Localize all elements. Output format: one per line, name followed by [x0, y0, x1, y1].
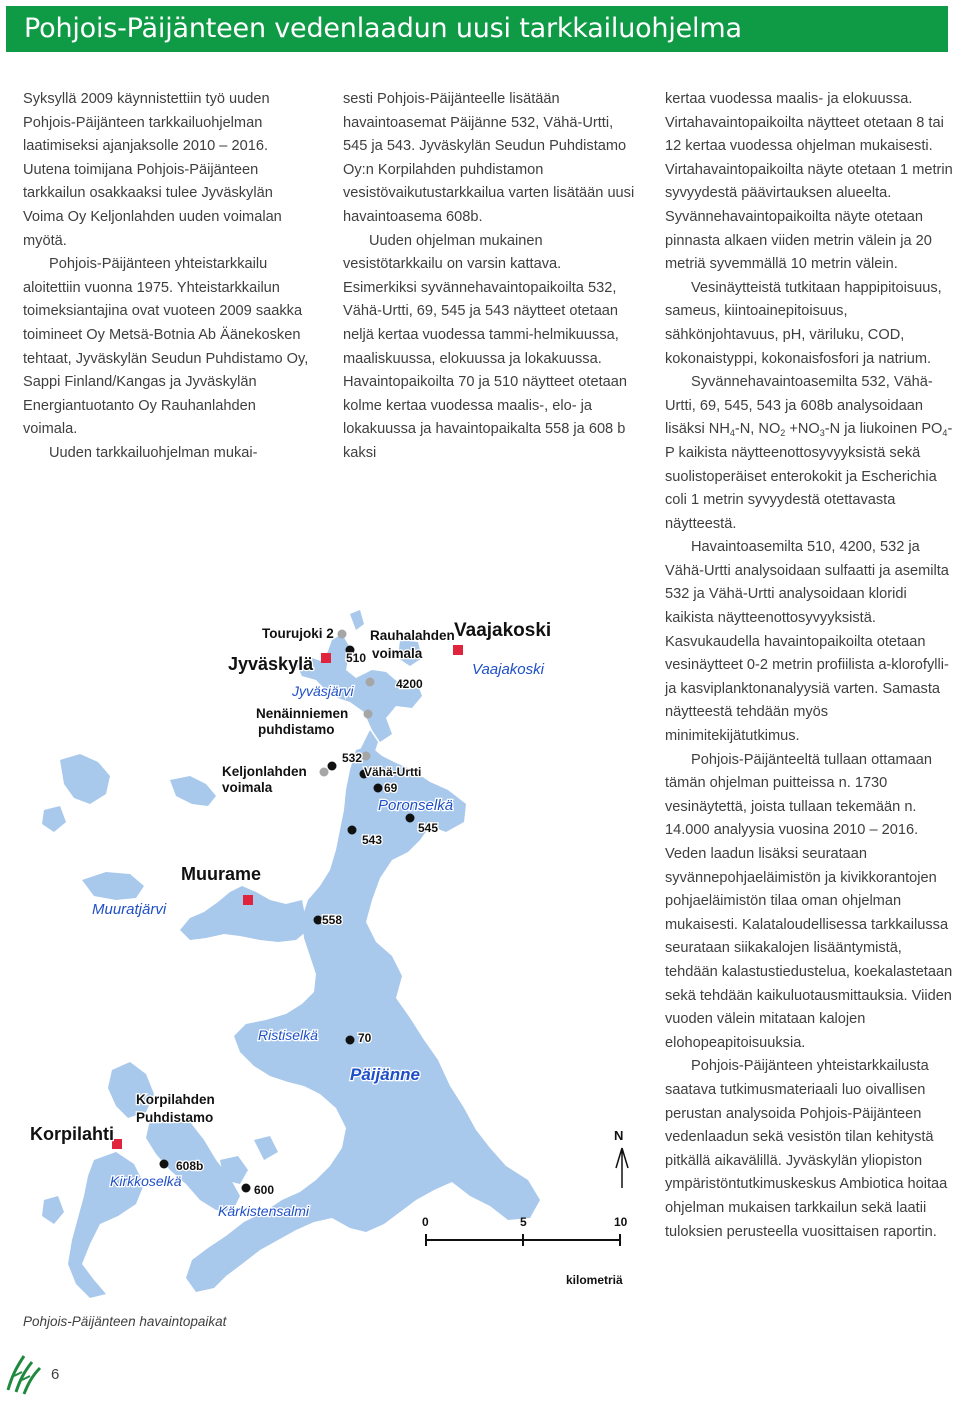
- north-arrow-icon: [616, 1148, 628, 1188]
- text-run: -N, NO: [734, 421, 781, 438]
- place-label: puhdistamo: [258, 722, 335, 737]
- station-marker: [346, 1036, 355, 1045]
- text-column-2: [343, 88, 638, 466]
- text-column-1: [23, 88, 313, 466]
- paragraph: Uuden tarkkailuohjelman mukai-: [49, 444, 258, 461]
- lake-label: Päijänne: [350, 1065, 420, 1084]
- lake-label: Jyväsjärvi: [292, 683, 354, 699]
- place-label: Rauhalahden: [370, 628, 455, 643]
- scale-tick-label: 5: [520, 1215, 527, 1229]
- text-column-3: [665, 88, 957, 1244]
- station-marker-gray: [366, 678, 375, 687]
- text-run: -P kaikista näytteenottosyvyyksistä sekä suolistoperäiset enterokokit ja Escherichia coli 1 metrin syvyydestä otettavasta näytteestä.: [665, 421, 953, 532]
- paragraph: sesti Pohjois-Päijänteelle lisätään havaintoasemat Päijänne 532, Vähä-Urtti, 545 ja 543. Jyväskylän Seudun Puhdistamo Oy:n Korpilahden puhdistamon vesistövaikutustarkkailua varten lisätään uusi havaintoasema 608b.: [343, 91, 635, 225]
- city-label: Korpilahti: [30, 1124, 114, 1144]
- station-label: 69: [384, 781, 398, 795]
- lake-map: [20, 600, 640, 1300]
- paragraph: kertaa vuodessa maalis- ja elokuussa. Virtahavaintopaikoilta näytteet otetaan 8 tai 12 kertaa vuodessa ohjelman mukaisesti.: [665, 91, 944, 155]
- station-label: 608b: [176, 1159, 204, 1173]
- text-run: Syvännehavaintoasemilta 532, Vähä-Urtti, 69, 545, 543 ja 608b analysoidaan lisäksi NH: [665, 374, 933, 438]
- station-marker: [348, 826, 357, 835]
- place-label: Tourujoki 2: [262, 626, 334, 641]
- scale-tick-label: 10: [614, 1215, 628, 1229]
- paragraph: Pohjois-Päijänteen yhteistarkkailu aloitettiin vuonna 1975. Yhteistarkkailun toimeksiantajina ovat vuoteen 2009 saakka toimineet Oy Metsä-Botnia Ab Äänekosken tehtaat, Jyväskylän Seudun Puhdistamo Oy, Sappi Finland/Kangas ja Jyväskylän Energiantuotanto Oy Rauhanlahden voimala.: [23, 256, 309, 438]
- place-label: Korpilahden: [136, 1092, 215, 1107]
- place-label: Puhdistamo: [136, 1110, 214, 1125]
- station-label: Vähä-Urtti: [364, 765, 422, 779]
- subscript: 2: [780, 428, 786, 439]
- station-label: 543: [362, 833, 383, 847]
- station-marker-gray: [364, 710, 373, 719]
- scale-bar: [426, 1234, 620, 1246]
- scale-tick-label: 0: [422, 1215, 429, 1229]
- paragraph: Syksyllä 2009 käynnistettiin työ uuden Pohjois-Päijänteen tarkkailuohjelman laatimiseksi ajanjaksolle 2010 – 2016. Uutena toimijana Pohjois-Päijänteen tarkkailun osakkaaksi tulee Jyväskylän Voima Oy Keljonlahden uuden voimalan myötä.: [23, 91, 282, 249]
- paragraph: Pohjois-Päijänteen yhteistarkkailusta saatava tutkimusmateriaali luo oivallisen perustan analysoida Pohjois-Päijänteen vedenlaadun sekä vesistön tilan kehitystä pitkällä aikavälillä. Jyväskylän yliopiston ympäristöntutkimuskeskus Ambiotica hoitaa ohjelman mukaisen tarkkailun sekä laatii tuloksien perusteella vuosittaisen raportin.: [665, 1058, 948, 1240]
- page-title: Pohjois-Päijänteen vedenlaadun uusi tarkkailuohjelma: [24, 13, 742, 44]
- station-marker: [160, 1160, 169, 1169]
- paragraph-analyses: [665, 371, 957, 536]
- map-caption: Pohjois-Päijänteen havaintopaikat: [23, 1314, 227, 1329]
- text-run: -N ja liukoinen PO: [824, 421, 943, 438]
- station-label: 4200: [396, 677, 423, 691]
- station-marker: [328, 762, 337, 771]
- lake-label: Poronselkä: [378, 797, 454, 814]
- place-label: voimala: [222, 780, 273, 795]
- lake-label: Muuratjärvi: [92, 901, 167, 918]
- paragraph: Vesinäytteistä tutkitaan happipitoisuus, sameus, kiintoainepitoisuus, sähkönjohtavuus, pH, väriluku, COD, kokonaistyppi, kokonaisfosfori ja natrium.: [665, 279, 942, 367]
- station-label: 70: [358, 1031, 372, 1045]
- scale-unit-label: kilometriä: [566, 1273, 623, 1287]
- station-label: 558: [322, 913, 343, 927]
- text-run: +NO: [785, 421, 820, 438]
- city-marker: [321, 653, 331, 663]
- lake-label: Kärkistensalmi: [218, 1203, 310, 1219]
- place-label: voimala: [372, 646, 423, 661]
- paragraph: Virtahavaintopaikoilta näyte otetaan 1 metrin syvyydestä päävirtauksen alueelta. Syvännehavaintopaikoilta näyte otetaan pinnasta alkaen viiden metrin välein ja 20 metriä syvemmällä 10 metrin välein.: [665, 161, 953, 273]
- subscript: 4: [729, 428, 735, 439]
- paragraph: Uuden ohjelman mukainen vesistötarkkailu on varsin kattava. Esimerkiksi syvännehavaintopaikoilta 532, Vähä-Urtti, 69, 545 ja 543 näytteet otetaan neljä kertaa vuodessa tammi-helmikuussa, maaliskuussa, elokuussa ja lokakuussa. Havaintopaikoilta 70 ja 510 näytteet otetaan kolme kertaa vuodessa maalis-, elo- ja lokakuussa ja havaintopaikalta 558 ja 608 b kaksi: [343, 232, 627, 461]
- lake-label: Vaajakoski: [472, 661, 544, 678]
- station-label: 532: [342, 751, 363, 765]
- paragraph: Pohjois-Päijänteeltä tullaan ottamaan tämän ohjelman puitteissa n. 1730 vesinäytettä, joista tullaan tekemään n. 14.000 analyysia vuosina 2010 – 2016. Veden laadun lisäksi seurataan syvännepohjaeläimistön ja kivikkorantojen pohjaeläimistön tilaa oman ohjelman mukaisesti. Kalataloudellisessa tarkkailussa seurataan siikakalojen lisääntymistä, tehdään kalastustiedustelua, koekalastetaan sekä tehdään kaikuluotausmittauksia. Viiden vuoden välein mitataan kalojen elohopeapitoisuuksia.: [665, 751, 953, 1051]
- city-label: Jyväskylä: [228, 654, 314, 674]
- north-label: N: [614, 1128, 624, 1143]
- place-label: Keljonlahden: [222, 764, 307, 779]
- city-marker: [453, 645, 463, 655]
- organization-logo-icon: [4, 1346, 50, 1396]
- city-marker: [243, 895, 253, 905]
- subscript: 4: [942, 428, 948, 439]
- station-marker: [242, 1184, 251, 1193]
- city-label: Vaajakoski: [454, 620, 552, 641]
- station-marker: [406, 814, 415, 823]
- station-marker-gray: [362, 752, 371, 761]
- lake-label: Kirkkoselkä: [110, 1173, 182, 1189]
- place-label: Nenäinniemen: [256, 706, 349, 721]
- station-marker-gray: [320, 768, 329, 777]
- station-label: 510: [346, 651, 367, 665]
- paragraph: Havaintoasemilta 510, 4200, 532 ja Vähä-Urtti analysoidaan sulfaatti ja asemilta 532 ja Vähä-Urtti analysoidaan kloridi kaikista näytteenottosyvyyksistä. Kasvukaudella havaintopaikoilta otetaan vesinäytteet 0-2 metrin profiilista a-klorofylli- ja kasviplanktonanalyysiä varten. Samasta näytteestä tehdään myös minimitekijätutkimus.: [665, 539, 949, 745]
- header-bar: [6, 6, 948, 52]
- subscript: 3: [819, 428, 825, 439]
- page-number: 6: [51, 1366, 60, 1383]
- station-label: 600: [254, 1183, 275, 1197]
- city-label: Muurame: [181, 864, 262, 884]
- station-label: 545: [418, 821, 439, 835]
- station-marker-gray: [338, 630, 347, 639]
- lake-label: Ristiselkä: [258, 1027, 318, 1043]
- station-marker: [374, 784, 383, 793]
